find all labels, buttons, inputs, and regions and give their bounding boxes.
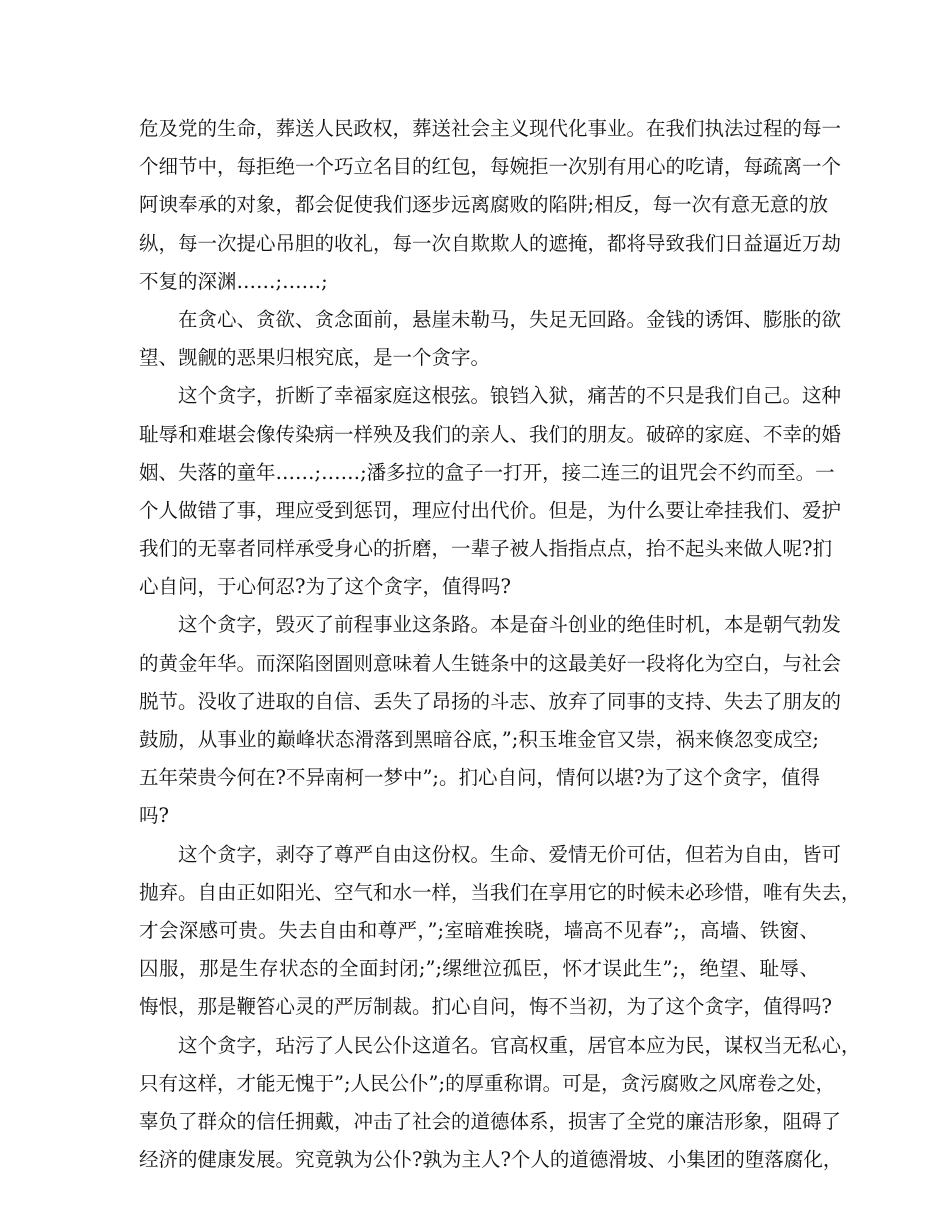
text-line: 鼓励，从事业的巅峰状态滑落到黑暗谷底，”;积玉堆金官又崇，祸来倏忽变成空; [139,728,819,751]
text-line: 五年荣贵今何在?不异南柯一梦中”;。扪心自问，情何以堪?为了这个贪字，值得 [139,766,820,790]
text-line: 囚服，那是生存状态的全面封闭;”;缧绁泣孤臣，怀才误此生”;，绝望、耻辱、 [139,957,819,981]
text-line: 这个贪字，玷污了人民公仆这道名。官高权重，居官本应为民，谋权当无私心， [178,1033,861,1057]
text-line: 这个贪字，毁灭了前程事业这条路。本是奋斗创业的绝佳时机，本是朝气勃发 [178,613,842,637]
text-line: 姻、失落的童年……;……;潘多拉的盒子一打开，接二连三的诅咒会不约而至。一 [139,460,835,484]
text-line: 这个贪字，剥夺了尊严自由这份权。生命、爱情无价可估，但若为自由，皆可 [178,842,842,866]
text-line: 悔恨，那是鞭笞心灵的严厉制裁。扪心自问，悔不当初，为了这个贪字，值得吗? [139,995,832,1019]
text-line: 吗? [139,804,169,828]
text-line: 经济的健康发展。究竟孰为公仆?孰为主人?个人的道德滑坡、小集团的堕落腐化， [139,1148,843,1172]
text-line: 望、觊觎的恶果归根究底，是一个贪字。 [139,346,491,370]
text-line: 在贪心、贪欲、贪念面前，悬崖未勒马，失足无回路。金钱的诱饵、膨胀的欲 [178,307,842,331]
text-line: 辜负了群众的信任拥戴，冲击了社会的道德体系，损害了全党的廉洁形象，阻碍了 [139,1109,842,1133]
text-line: 个人做错了事，理应受到惩罚，理应付出代价。但是，为什么要让牵挂我们、爱护 [139,498,842,522]
text-line: 只有这样，才能无愧于”;人民公仆”;的厚重称谓。可是，贪污腐败之风席卷之处， [139,1071,836,1095]
text-line: 危及党的生命，葬送人民政权，葬送社会主义现代化事业。在我们执法过程的每一 [139,117,842,140]
text-line: 个细节中，每拒绝一个巧立名目的红包，每婉拒一次别有用心的吃请，每疏离一个 [139,155,842,179]
text-line: 纵，每一次提心吊胆的收礼，每一次自欺欺人的遮掩，都将导致我们日益逼近万劫 [139,231,842,255]
text-line: 我们的无辜者同样承受身心的折磨，一辈子被人指指点点，抬不起头来做人呢?扪 [139,537,832,561]
text-line: 耻辱和难堪会像传染病一样殃及我们的亲人、我们的朋友。破碎的家庭、不幸的婚 [139,422,842,446]
text-line: 脱节。没收了进取的自信、丢失了昂扬的斗志、放弃了同事的支持、失去了朋友的 [139,689,842,713]
body-text [139,110,861,1179]
text-line: 抛弃。自由正如阳光、空气和水一样，当我们在享用它的时候未必珍惜，唯有失去， [139,880,861,904]
text-line: 阿谀奉承的对象，都会促使我们逐步远离腐败的陷阱;相反，每一次有意无意的放 [139,193,829,217]
text-line: 不复的深渊……;……; [139,269,328,293]
text-line: 的黄金年华。而深陷囹圄则意味着人生链条中的这最美好一段将化为空白，与社会 [139,651,842,675]
text-line: 才会深感可贵。失去自由和尊严，”;室暗难挨晓，墙高不见春”;，高墙、铁窗、 [139,918,819,942]
text-line: 这个贪字，折断了幸福家庭这根弦。锒铛入狱，痛苦的不只是我们自己。这种 [178,384,842,408]
text-line: 心自问，于心何忍?为了这个贪字，值得吗? [139,575,511,599]
